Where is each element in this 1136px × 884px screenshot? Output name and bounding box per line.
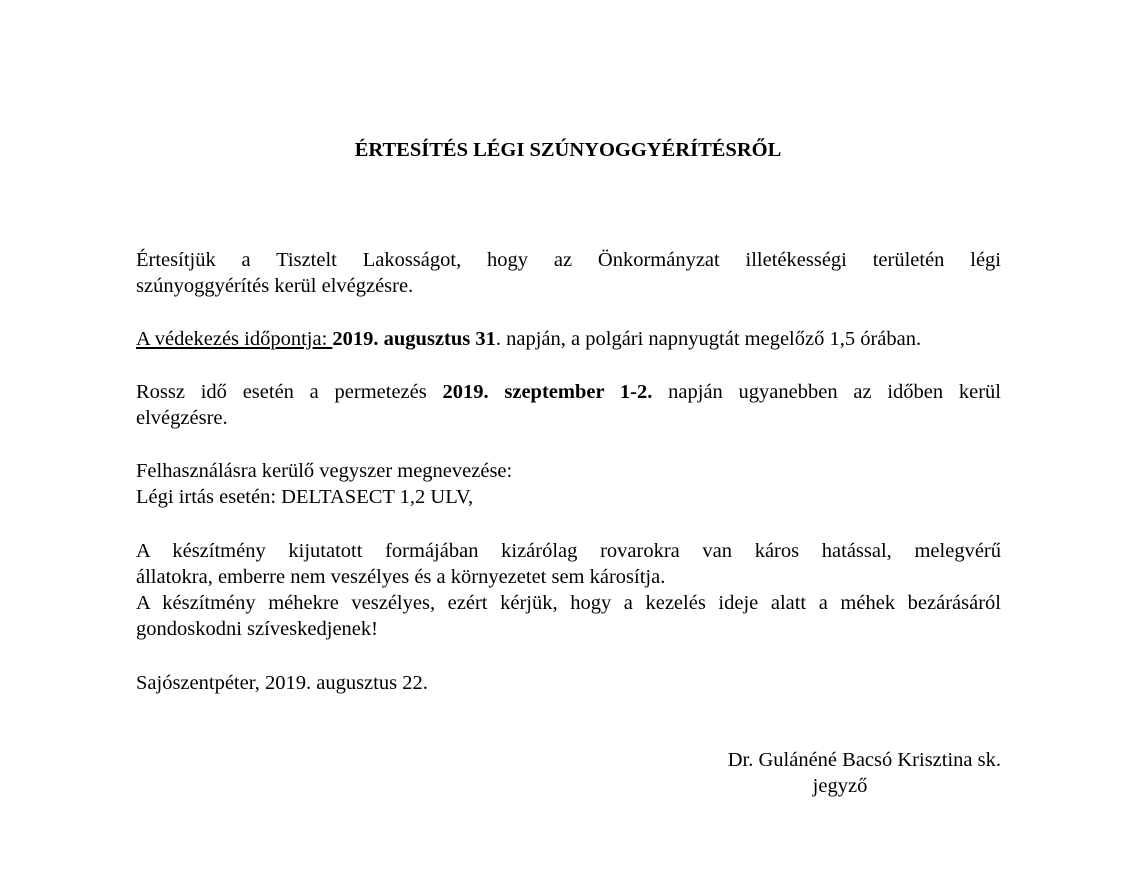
bad-weather-paragraph [136, 379, 1001, 431]
bad-weather-pre: Rossz idő esetén a permetezés [136, 381, 443, 403]
document-title: ÉRTESÍTÉS LÉGI SZÚNYOGGYÉRÍTÉSRŐL [354, 139, 782, 161]
signature-name: Dr. Gulánéné Bacsó Krisztina sk. [727, 749, 1001, 771]
safety-line-2: állatokra, emberre nem veszélyes és a környezetet sem károsítja. [136, 566, 666, 588]
bad-weather-date: 2019. szeptember 1-2. [442, 381, 653, 403]
intro-line-1: Értesítjük a Tisztelt Lakosságot, hogy az Önkormányzat illetékességi területén légi [136, 249, 1001, 271]
date-label: A védekezés időpontja: [136, 328, 333, 350]
signature-role: jegyző [812, 775, 868, 797]
chemical-line-1: Felhasználásra kerülő vegyszer megnevezése: [136, 460, 513, 482]
date-rest: . napján, a polgári napnyugtát megelőző 1,5 órában. [495, 328, 922, 350]
chemical-line-2: Légi irtás esetén: DELTASECT 1,2 ULV, [136, 486, 474, 508]
bad-weather-line-2: elvégzésre. [136, 407, 228, 429]
safety-line-3: A készítmény méhekre veszélyes, ezért kérjük, hogy a kezelés ideje alatt a méhek bezárásáról [136, 592, 1001, 614]
intro-paragraph [136, 247, 1001, 299]
date-value: 2019. augusztus 31 [332, 328, 496, 350]
chemical-paragraph [136, 458, 1001, 510]
bad-weather-line-1 [136, 379, 1001, 405]
safety-line-4: gondoskodni szíveskedjenek! [136, 618, 378, 640]
intro-line-2: szúnyoggyérítés kerül elvégzésre. [136, 275, 414, 297]
safety-line-1: A készítmény kijutatott formájában kizárólag rovarokra van káros hatással, melegvérű [136, 540, 1001, 562]
safety-paragraph [136, 538, 1001, 642]
date-paragraph [136, 326, 1001, 352]
place-date: Sajószentpéter, 2019. augusztus 22. [136, 672, 428, 694]
bad-weather-post: napján ugyanebben az időben kerül [652, 381, 1001, 403]
